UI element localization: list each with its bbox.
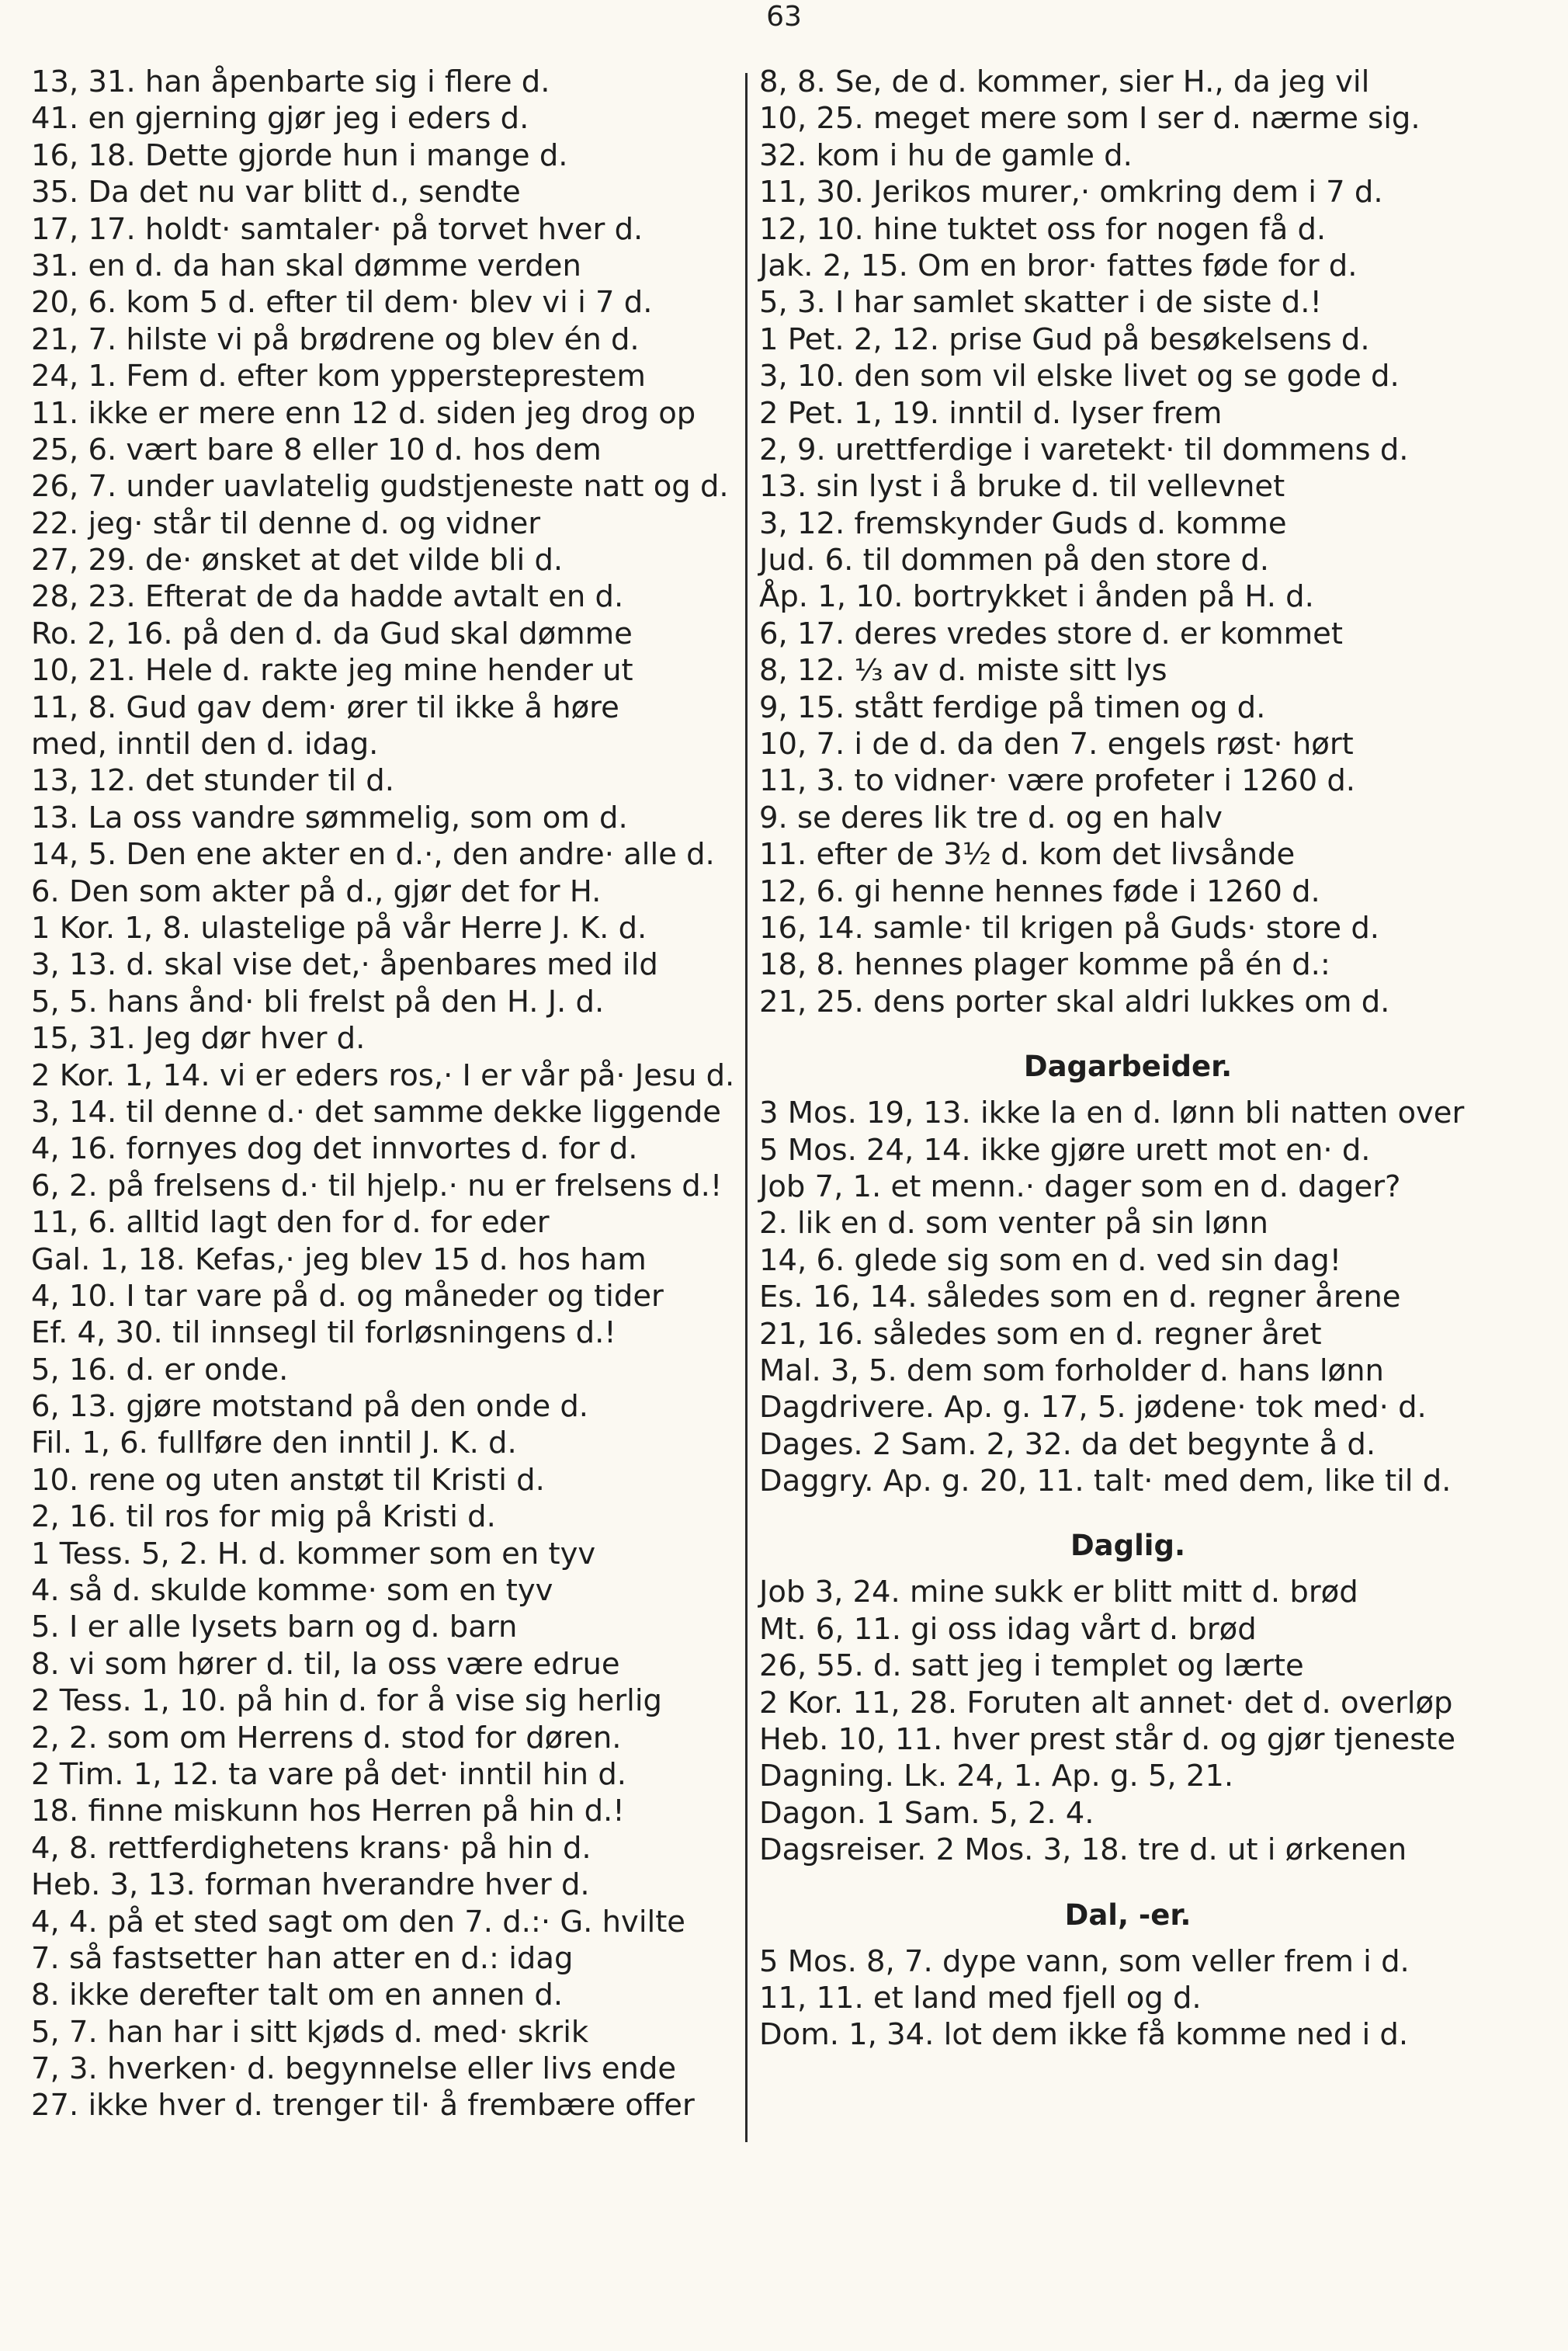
concordance-line: 12, 10. hine tuktet oss for nogen få d.: [759, 211, 1327, 247]
concordance-line: 2 Tess. 1, 10. på hin d. for å vise sig herlig: [31, 1683, 662, 1719]
concordance-line: 5. I er alle lysets barn og d. barn: [31, 1610, 518, 1645]
concordance-line: 14, 6. glede sig som en d. ved sin dag!: [759, 1242, 1342, 1278]
concordance-line: 12, 6. gi henne hennes føde i 1260 d.: [759, 873, 1320, 909]
concordance-line: 27, 29. de· ønsket at det vilde bli d.: [31, 543, 564, 578]
concordance-line: 6, 17. deres vredes store d. er kommet: [759, 616, 1343, 651]
concordance-line: 8. vi som hører d. til, la oss være edrue: [31, 1646, 620, 1682]
concordance-line: 2 Kor. 1, 14. vi er eders ros,· I er vår på· Jesu d.: [31, 1057, 735, 1093]
concordance-line: 9. se deres lik tre d. og en halv: [759, 800, 1223, 835]
concordance-line: Job 3, 24. mine sukk er blitt mitt d. brød: [759, 1575, 1358, 1610]
concordance-line: Dagning. Lk. 24, 1. Ap. g. 5, 21.: [759, 1759, 1234, 1794]
concordance-line: Dagdrivere. Ap. g. 17, 5. jødene· tok med· d.: [759, 1390, 1427, 1426]
concordance-line: 8, 8. Se, de d. kommer, sier H., da jeg vil: [759, 64, 1370, 99]
concordance-line: Fil. 1, 6. fullføre den inntil J. K. d.: [31, 1426, 517, 1461]
concordance-line: med, inntil den d. idag.: [31, 727, 379, 762]
concordance-line: 4. så d. skulde komme· som en tyv: [31, 1573, 553, 1609]
concordance-line: Dagon. 1 Sam. 5, 2. 4.: [759, 1795, 1094, 1831]
concordance-line: Job 7, 1. et menn.· dager som en d. dager?: [759, 1169, 1401, 1204]
concordance-line: Mt. 6, 11. gi oss idag vårt d. brød: [759, 1611, 1257, 1647]
concordance-line: 8, 12. ⅓ av d. miste sitt lys: [759, 653, 1167, 689]
concordance-line: 16, 14. samle· til krigen på Guds· store d.: [759, 910, 1380, 946]
concordance-line: 2, 16. til ros for mig på Kristi d.: [31, 1499, 496, 1535]
concordance-line: 13, 31. han åpenbarte sig i flere d.: [31, 64, 550, 99]
concordance-line: 7, 3. hverken· d. begynnelse eller livs ende: [31, 2051, 677, 2087]
right-column: [759, 64, 1497, 2054]
concordance-line: 18, 8. hennes plager komme på én d.:: [759, 947, 1330, 983]
concordance-line: 15, 31. Jeg dør hver d.: [31, 1021, 366, 1057]
concordance-line: Heb. 10, 11. hver prest står d. og gjør tjeneste: [759, 1722, 1456, 1758]
concordance-line: 2 Tim. 1, 12. ta vare på det· inntil hin d.: [31, 1756, 626, 1792]
concordance-line: 20, 6. kom 5 d. efter til dem· blev vi i 7 d.: [31, 285, 653, 321]
concordance-line: 5, 16. d. er onde.: [31, 1352, 289, 1387]
concordance-line: 13. sin lyst i å bruke d. til vellevnet: [759, 469, 1285, 505]
right-entries-dagarbeider: [759, 1095, 1497, 1499]
concordance-line: 21, 7. hilste vi på brødrene og blev én d.: [31, 321, 640, 357]
concordance-line: 13. La oss vandre sømmelig, som om d.: [31, 800, 628, 835]
concordance-line: 10, 21. Hele d. rakte jeg mine hender ut: [31, 653, 633, 689]
concordance-line: 4, 10. I tar vare på d. og måneder og tider: [31, 1278, 664, 1314]
concordance-line: 27. ikke hver d. trenger til· å frembære offer: [31, 2088, 695, 2124]
concordance-line: 11. efter de 3½ d. kom det livsånde: [759, 837, 1296, 873]
concordance-line: 26, 7. under uavlatelig gudstjeneste natt og d.: [31, 469, 729, 505]
concordance-line: 17, 17. holdt· samtaler· på torvet hver d.: [31, 211, 644, 247]
concordance-line: Es. 16, 14. således som en d. regner årene: [759, 1280, 1401, 1315]
concordance-line: 6. Den som akter på d., gjør det for H.: [31, 873, 602, 909]
concordance-line: Dom. 1, 34. lot dem ikke få komme ned i d.: [759, 2017, 1409, 2053]
concordance-line: 3, 14. til denne d.· det samme dekke liggende: [31, 1094, 721, 1130]
concordance-line: Daggry. Ap. g. 20, 11. talt· med dem, like til d.: [759, 1464, 1452, 1499]
concordance-line: 24, 1. Fem d. efter kom yppersteprestem: [31, 359, 646, 394]
right-entries-dal: [759, 1943, 1497, 2054]
concordance-line: 14, 5. Den ene akter en d.·, den andre· alle d.: [31, 837, 715, 873]
page-number: 63: [766, 1, 802, 33]
left-column: [31, 64, 749, 2124]
section-heading-dal: Dal, -er.: [1064, 1898, 1192, 1932]
concordance-line: 4, 4. på et sted sagt om den 7. d.:· G. hvilte: [31, 1904, 685, 1939]
concordance-line: 2 Pet. 1, 19. inntil d. lyser frem: [759, 395, 1223, 431]
concordance-line: 16, 18. Dette gjorde hun i mange d.: [31, 137, 568, 173]
section-heading-daglig: Daglig.: [1070, 1529, 1186, 1563]
concordance-line: 26, 55. d. satt jeg i templet og lærte: [759, 1648, 1304, 1684]
concordance-line: 21, 25. dens porter skal aldri lukkes om d.: [759, 984, 1390, 1019]
concordance-line: Ef. 4, 30. til innsegl til forløsningens d.!: [31, 1315, 616, 1351]
concordance-line: 3, 13. d. skal vise det,· åpenbares med ild: [31, 947, 658, 983]
concordance-line: 1 Kor. 1, 8. ulastelige på vår Herre J. K. d.: [31, 910, 647, 946]
concordance-line: 3 Mos. 19, 13. ikke la en d. lønn bli natten over: [759, 1096, 1465, 1131]
concordance-line: 1 Tess. 5, 2. H. d. kommer som en tyv: [31, 1536, 596, 1571]
concordance-line: 7. så fastsetter han atter en d.: idag: [31, 1940, 574, 1976]
concordance-line: Ro. 2, 16. på den d. da Gud skal dømme: [31, 616, 633, 651]
concordance-line: Heb. 3, 13. forman hverandre hver d.: [31, 1867, 590, 1903]
concordance-line: 3, 10. den som vil elske livet og se gode d.: [759, 359, 1400, 394]
concordance-line: 6, 2. på frelsens d.· til hjelp.· nu er frelsens d.!: [31, 1168, 723, 1203]
right-entries-top: [759, 64, 1497, 1020]
concordance-line: 10. rene og uten anstøt til Kristi d.: [31, 1462, 545, 1498]
concordance-line: 8. ikke derefter talt om en annen d.: [31, 1978, 564, 2013]
concordance-line: 10, 25. meget mere som I ser d. nærme sig.: [759, 101, 1421, 137]
concordance-line: 10, 7. i de d. da den 7. engels røst· hørt: [759, 727, 1354, 762]
concordance-line: 21, 16. således som en d. regner året: [759, 1316, 1322, 1352]
concordance-line: 28, 23. Efterat de da hadde avtalt en d.: [31, 579, 624, 615]
concordance-line: 11. ikke er mere enn 12 d. siden jeg drog op: [31, 395, 696, 431]
concordance-line: Åp. 1, 10. bortrykket i ånden på H. d.: [759, 579, 1314, 615]
section-heading-dagarbeider: Dagarbeider.: [1023, 1050, 1233, 1084]
concordance-line: 25, 6. vært bare 8 eller 10 d. hos dem: [31, 432, 602, 467]
concordance-line: 2, 2. som om Herrens d. stod for døren.: [31, 1720, 622, 1755]
concordance-line: 3, 12. fremskynder Guds d. komme: [759, 505, 1287, 541]
concordance-line: Gal. 1, 18. Kefas,· jeg blev 15 d. hos ham: [31, 1241, 647, 1277]
concordance-line: 5 Mos. 8, 7. dype vann, som veller frem i d.: [759, 1943, 1410, 1979]
concordance-line: 41. en gjerning gjør jeg i eders d.: [31, 101, 529, 137]
concordance-line: 11, 3. to vidner· være profeter i 1260 d.: [759, 763, 1356, 799]
concordance-line: 18. finne miskunn hos Herren på hin d.!: [31, 1794, 625, 1829]
concordance-line: 35. Da det nu var blitt d., sendte: [31, 175, 521, 210]
right-entries-daglig: [759, 1574, 1497, 1868]
concordance-line: 13, 12. det stunder til d.: [31, 763, 394, 799]
concordance-line: 32. kom i hu de gamle d.: [759, 137, 1133, 173]
concordance-line: 5, 5. hans ånd· bli frelst på den H. J. d.: [31, 984, 605, 1019]
concordance-line: 11, 8. Gud gav dem· ører til ikke å høre: [31, 689, 619, 725]
concordance-line: 11, 30. Jerikos murer,· omkring dem i 7 d.: [759, 175, 1383, 210]
concordance-line: Dages. 2 Sam. 2, 32. da det begynte å d.: [759, 1426, 1376, 1462]
concordance-line: 22. jeg· står til denne d. og vidner: [31, 505, 541, 541]
concordance-line: 2, 9. urettferdige i varetekt· til dommens d.: [759, 432, 1409, 467]
concordance-line: 31. en d. da han skal dømme verden: [31, 248, 581, 283]
concordance-line: 4, 16. fornyes dog det innvortes d. for d.: [31, 1131, 638, 1167]
concordance-line: 4, 8. rettferdighetens krans· på hin d.: [31, 1830, 591, 1866]
concordance-line: Mal. 3, 5. dem som forholder d. hans lønn: [759, 1353, 1384, 1388]
concordance-line: 6, 13. gjøre motstand på den onde d.: [31, 1389, 589, 1425]
concordance-line: Jud. 6. til dommen på den store d.: [759, 543, 1270, 578]
concordance-line: 2. lik en d. som venter på sin lønn: [759, 1206, 1268, 1241]
concordance-line: Jak. 2, 15. Om en bror· fattes føde for d.: [759, 248, 1358, 283]
concordance-line: 5, 3. I har samlet skatter i de siste d.!: [759, 285, 1322, 321]
concordance-line: 5 Mos. 24, 14. ikke gjøre urett mot en· d.: [759, 1132, 1371, 1168]
concordance-line: 9, 15. stått ferdige på timen og d.: [759, 689, 1266, 725]
concordance-line: 11, 11. et land med fjell og d.: [759, 1980, 1202, 2016]
concordance-line: 1 Pet. 2, 12. prise Gud på besøkelsens d.: [759, 321, 1370, 357]
concordance-line: 5, 7. han har i sitt kjøds d. med· skrik: [31, 2014, 589, 2050]
concordance-line: 11, 6. alltid lagt den for d. for eder: [31, 1205, 550, 1241]
concordance-line: 2 Kor. 11, 28. Foruten alt annet· det d. overløp: [759, 1685, 1453, 1721]
concordance-line: Dagsreiser. 2 Mos. 3, 18. tre d. ut i ørkenen: [759, 1832, 1407, 1868]
